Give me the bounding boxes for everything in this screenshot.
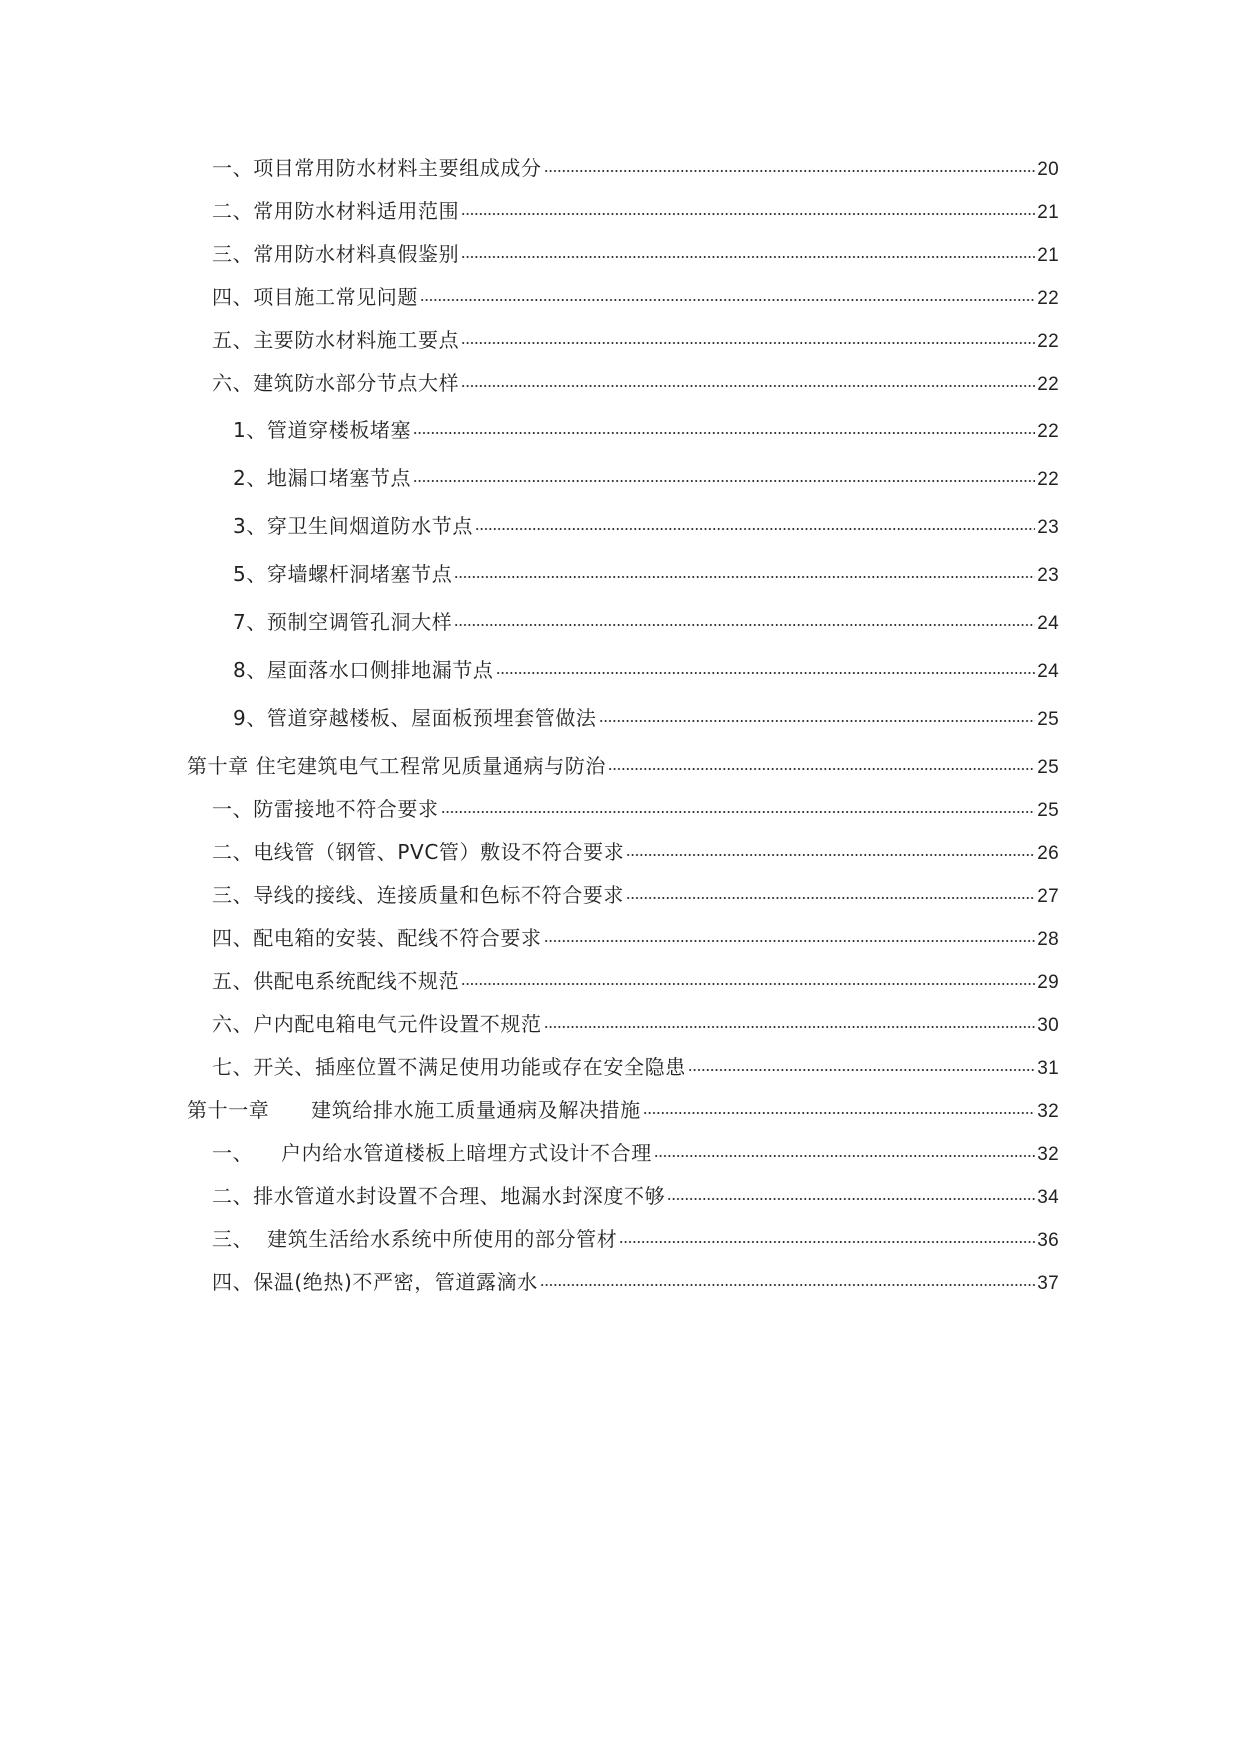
- toc-entry-page: 34: [1037, 1187, 1059, 1208]
- toc-leader-dots: [461, 255, 1035, 259]
- toc-subentry[interactable]: [233, 416, 1059, 446]
- toc-leader-dots: [413, 479, 1035, 483]
- toc-entry-page: 22: [1037, 421, 1059, 442]
- toc-entry-title: 七、开关、插座位置不满足使用功能或存在安全隐患: [212, 1055, 686, 1079]
- toc-entry-page: 21: [1037, 245, 1059, 266]
- toc-entry-page: 22: [1037, 288, 1059, 309]
- toc-entry-title: 第十章 住宅建筑电气工程常见质量通病与防治: [187, 754, 606, 778]
- toc-leader-dots: [544, 1025, 1036, 1029]
- toc-subentry[interactable]: [233, 656, 1059, 686]
- toc-entry-page: 31: [1037, 1058, 1059, 1079]
- toc-entry[interactable]: [212, 1225, 1059, 1255]
- toc-entry-page: 20: [1037, 159, 1059, 180]
- toc-leader-dots: [599, 719, 1036, 723]
- toc-entry-title: 2、地漏口堵塞节点: [233, 466, 412, 490]
- toc-entry-page: 23: [1037, 517, 1059, 538]
- toc-subentry[interactable]: [233, 608, 1059, 638]
- toc-leader-dots: [626, 853, 1035, 857]
- toc-entry-page: 25: [1037, 757, 1059, 778]
- toc-entry-title: 三、导线的接线、连接质量和色标不符合要求: [212, 883, 624, 907]
- toc-entry-page: 24: [1037, 613, 1059, 634]
- toc-entry[interactable]: [212, 197, 1059, 227]
- toc-subentry[interactable]: [233, 464, 1059, 494]
- toc-leader-dots: [413, 431, 1035, 435]
- toc-entry[interactable]: [212, 967, 1059, 997]
- toc-leader-dots: [461, 212, 1035, 216]
- toc-leader-dots: [441, 810, 1036, 814]
- toc-entry-page: 26: [1037, 843, 1059, 864]
- toc-leader-dots: [496, 671, 1036, 675]
- toc-entry-title: 二、电线管（钢管、PVC管）敷设不符合要求: [212, 840, 625, 864]
- toc-leader-dots: [454, 623, 1035, 627]
- toc-chapter-entry[interactable]: [187, 752, 1059, 782]
- toc-entry-title: 四、配电箱的安装、配线不符合要求: [212, 926, 542, 950]
- toc-leader-dots: [420, 298, 1035, 302]
- toc-entry[interactable]: [212, 154, 1059, 184]
- toc-entry-page: 25: [1037, 800, 1059, 821]
- toc-entry-page: 36: [1037, 1230, 1059, 1251]
- toc-entry-page: 28: [1037, 929, 1059, 950]
- toc-entry[interactable]: [212, 1182, 1059, 1212]
- toc-entry-title: 二、排水管道水封设置不合理、地漏水封深度不够: [212, 1184, 666, 1208]
- toc-entry[interactable]: [212, 240, 1059, 270]
- toc-leader-dots: [544, 939, 1036, 943]
- toc-entry-page: 22: [1037, 374, 1059, 395]
- toc-entry-title: 3、穿卫生间烟道防水节点: [233, 514, 473, 538]
- toc-subentry[interactable]: [233, 512, 1059, 542]
- toc-entry[interactable]: [212, 1139, 1059, 1169]
- toc-entry-title: 一、 户内给水管道楼板上暗埋方式设计不合理: [212, 1141, 652, 1165]
- toc-entry-title: 四、项目施工常见问题: [212, 285, 418, 309]
- toc-leader-dots: [654, 1154, 1035, 1158]
- toc-entry-title: 六、户内配电箱电气元件设置不规范: [212, 1012, 542, 1036]
- toc-entry[interactable]: [212, 1010, 1059, 1040]
- toc-entry-title: 三、 建筑生活给水系统中所使用的部分管材: [212, 1227, 618, 1251]
- toc-entry[interactable]: [212, 326, 1059, 356]
- toc-leader-dots: [461, 341, 1035, 345]
- toc-entry[interactable]: [212, 1053, 1059, 1083]
- toc-entry-page: 27: [1037, 886, 1059, 907]
- toc-leader-dots: [688, 1068, 1035, 1072]
- toc-entry-title: 二、常用防水材料适用范围: [212, 199, 460, 223]
- toc-leader-dots: [619, 1240, 1035, 1244]
- toc-leader-dots: [608, 767, 1035, 771]
- toc-entry-title: 一、项目常用防水材料主要组成成分: [212, 156, 542, 180]
- toc-entry[interactable]: [212, 369, 1059, 399]
- toc-entry-page: 32: [1037, 1144, 1059, 1165]
- toc-subentry[interactable]: [233, 560, 1059, 590]
- toc-entry-page: 24: [1037, 661, 1059, 682]
- toc-entry-title: 8、屋面落水口侧排地漏节点: [233, 658, 494, 682]
- toc-leader-dots: [667, 1197, 1035, 1201]
- toc-entry[interactable]: [212, 924, 1059, 954]
- toc-entry-title: 五、供配电系统配线不规范: [212, 969, 460, 993]
- toc-entry[interactable]: [212, 1268, 1059, 1298]
- toc-entry-title: 六、建筑防水部分节点大样: [212, 371, 460, 395]
- toc-chapter-entry[interactable]: [187, 1096, 1059, 1126]
- toc-leader-dots: [461, 982, 1035, 986]
- toc-entry[interactable]: [212, 283, 1059, 313]
- toc-entry-page: 25: [1037, 709, 1059, 730]
- toc-leader-dots: [454, 575, 1035, 579]
- toc-entry-title: 1、管道穿楼板堵塞: [233, 418, 412, 442]
- toc-entry[interactable]: [212, 881, 1059, 911]
- toc-entry-page: 37: [1037, 1273, 1059, 1294]
- toc-entry-page: 29: [1037, 972, 1059, 993]
- toc-entry-title: 7、预制空调管孔洞大样: [233, 610, 453, 634]
- toc-entry-page: 21: [1037, 202, 1059, 223]
- toc-entry[interactable]: [212, 838, 1059, 868]
- toc-entry-page: 22: [1037, 469, 1059, 490]
- toc-entry-title: 第十一章 建筑给排水施工质量通病及解决措施: [187, 1098, 641, 1122]
- toc-entry-page: 22: [1037, 331, 1059, 352]
- toc-entry-page: 32: [1037, 1101, 1059, 1122]
- toc-leader-dots: [461, 384, 1035, 388]
- toc-entry-title: 9、管道穿越楼板、屋面板预埋套管做法: [233, 706, 597, 730]
- toc-entry-title: 5、穿墙螺杆洞堵塞节点: [233, 562, 453, 586]
- toc-entry-page: 23: [1037, 565, 1059, 586]
- toc-entry-title: 四、保温(绝热)不严密，管道露滴水: [212, 1270, 538, 1294]
- toc-entry-title: 三、常用防水材料真假鉴别: [212, 242, 460, 266]
- toc-leader-dots: [540, 1283, 1035, 1287]
- toc-subentry[interactable]: [233, 704, 1059, 734]
- toc-entry-page: 30: [1037, 1015, 1059, 1036]
- toc-leader-dots: [643, 1111, 1036, 1115]
- toc-entry-title: 五、主要防水材料施工要点: [212, 328, 460, 352]
- toc-leader-dots: [475, 527, 1035, 531]
- toc-entry[interactable]: [212, 795, 1059, 825]
- toc-entry-title: 一、防雷接地不符合要求: [212, 797, 439, 821]
- toc-leader-dots: [544, 169, 1036, 173]
- toc-leader-dots: [626, 896, 1035, 900]
